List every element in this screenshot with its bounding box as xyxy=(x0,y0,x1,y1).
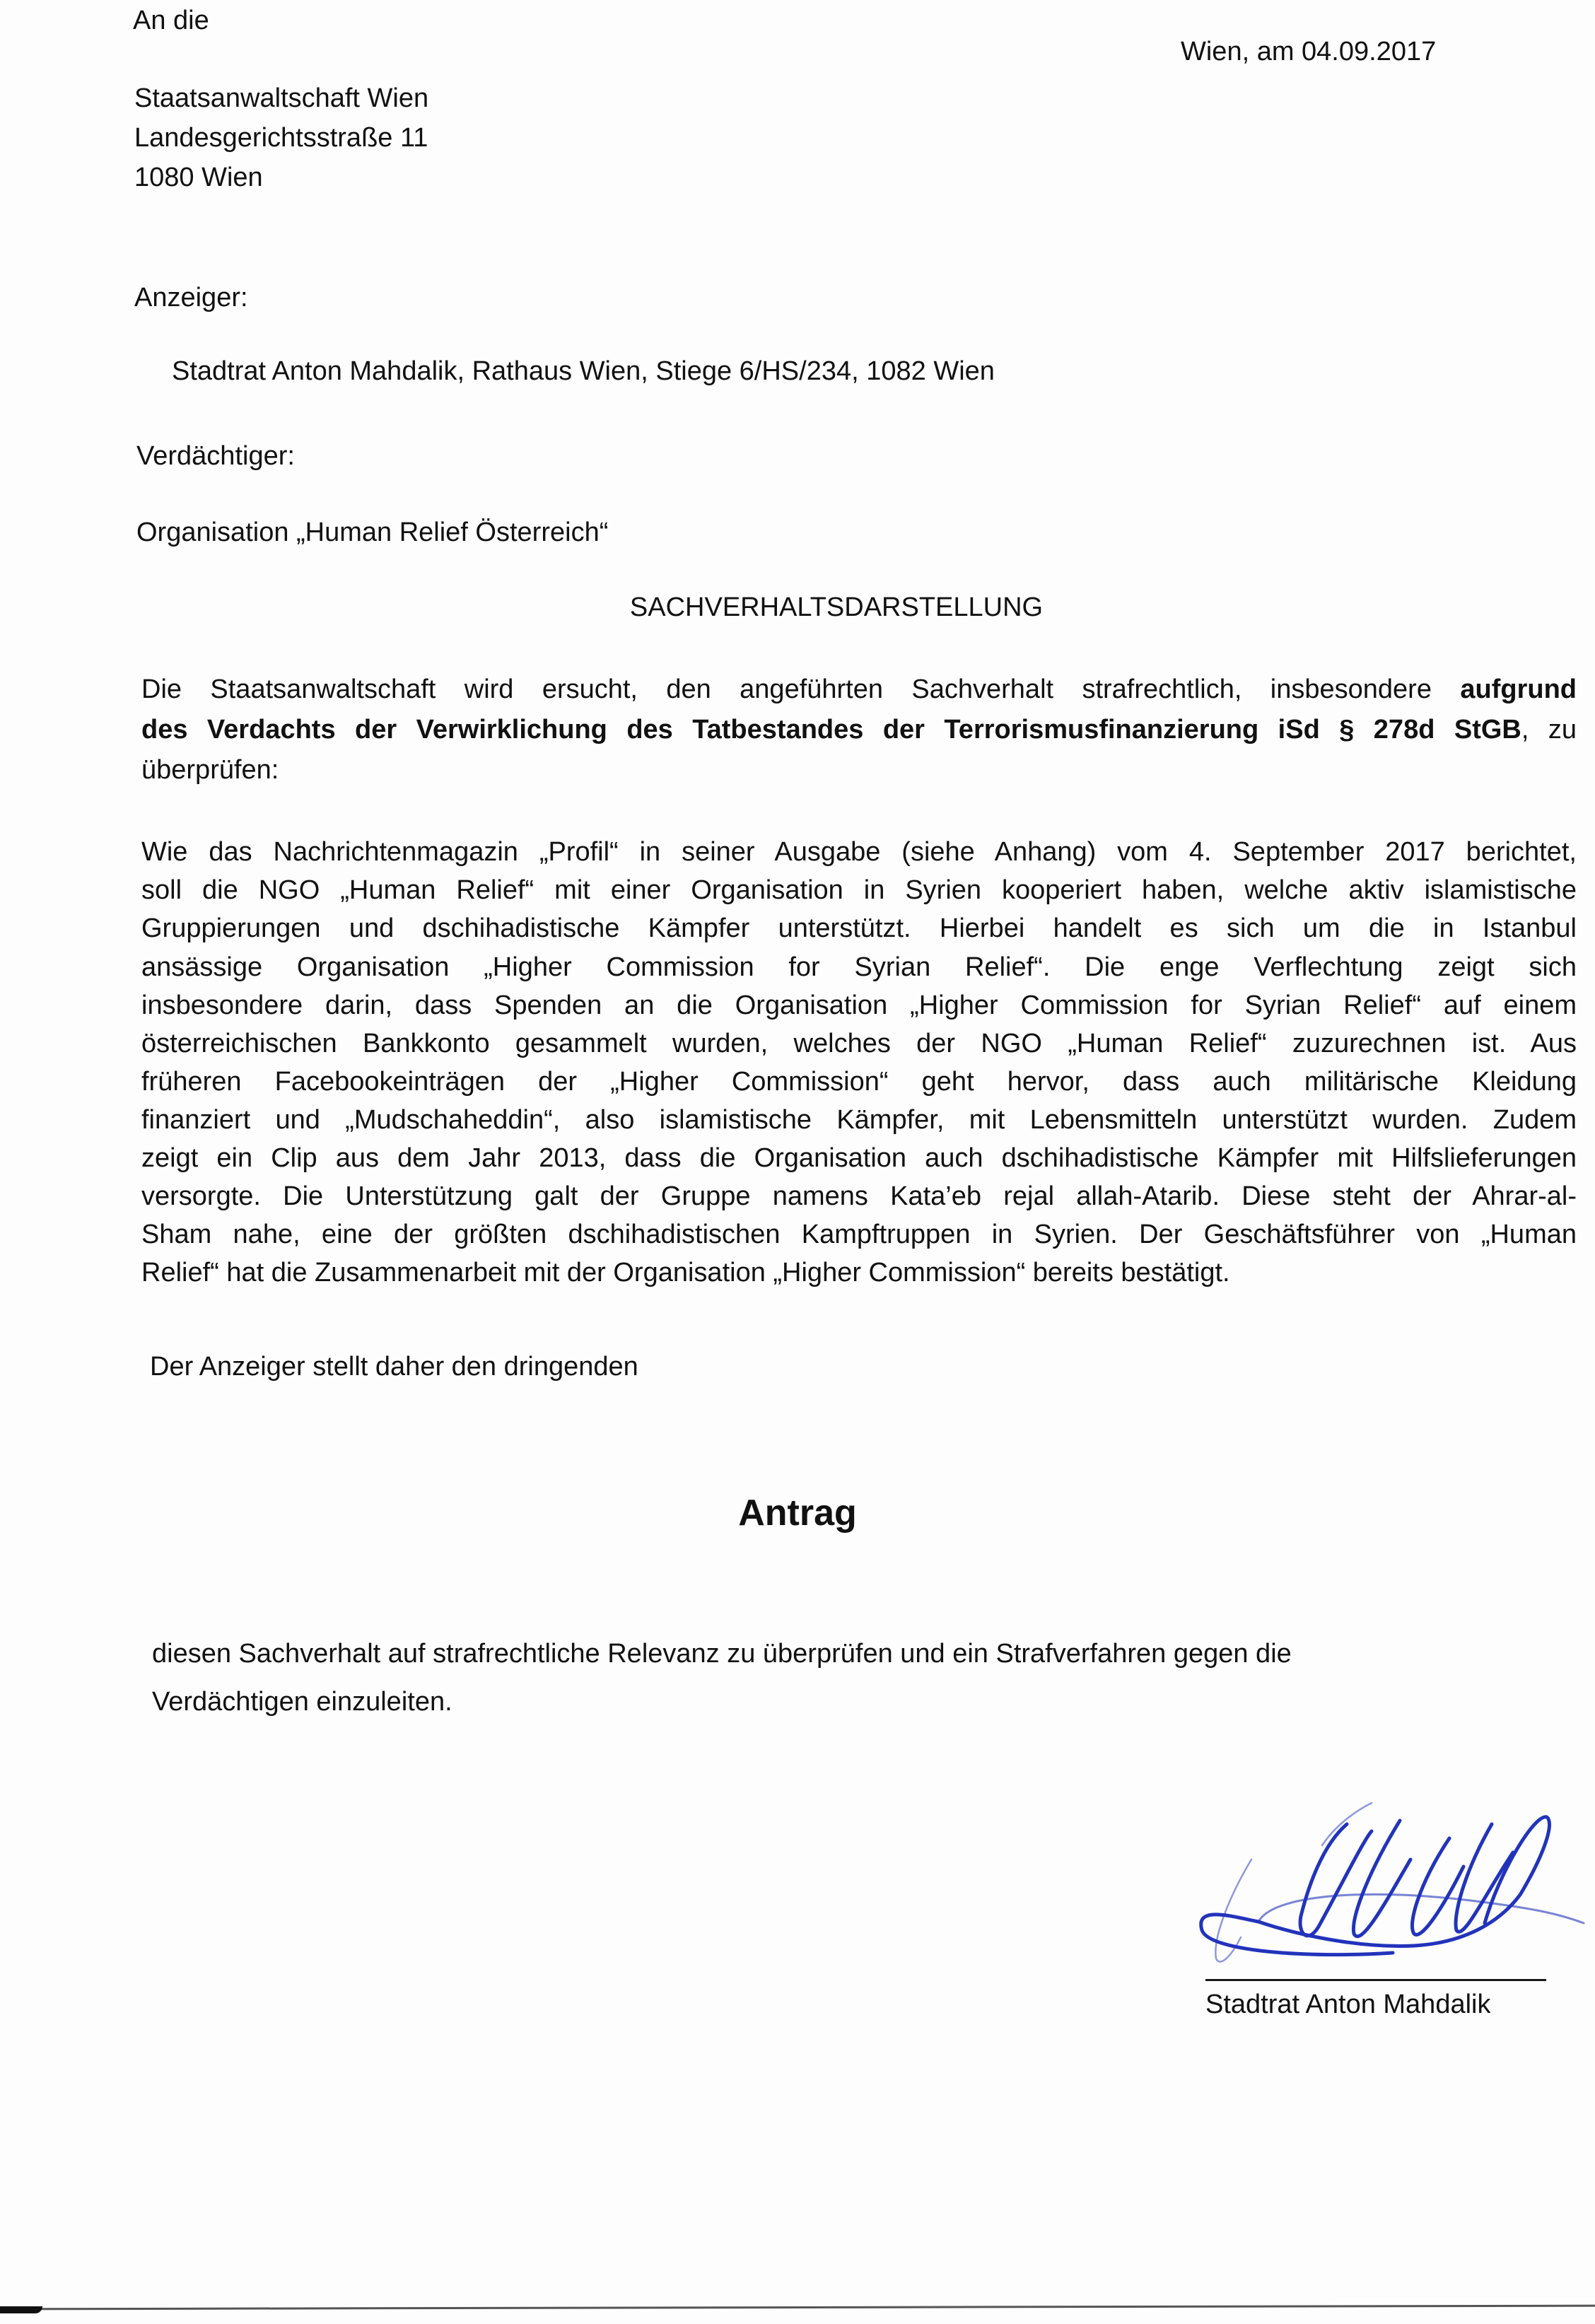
signature-icon xyxy=(1131,1782,1595,1980)
body-line: finanziert und „Mudschaheddin“, also islamistische Kämpfer, mit Lebensmitteln unterstützt wurden. Zudem xyxy=(141,1105,1577,1135)
body-line: versorgte. Die Unterstützung galt der Gruppe namens Kata’eb rejal allah-Atarib. Diese steht der Ahrar-al- xyxy=(141,1181,1577,1211)
recipient-salutation: An die xyxy=(133,6,209,35)
recipient-street: Landesgerichtsstraße 11 xyxy=(134,123,428,153)
intro-line-2-normal: , zu xyxy=(1521,715,1577,745)
body-line: insbesondere darin, dass Spenden an die Organisation „Higher Commission for Syrian Relief“ auf einem xyxy=(141,991,1577,1020)
scan-artifact xyxy=(0,2306,42,2313)
request-intro: Der Anzeiger stellt daher den dringenden xyxy=(150,1352,638,1382)
recipient-city: 1080 Wien xyxy=(134,163,263,192)
intro-line-1 xyxy=(141,673,1577,706)
body-line: Gruppierungen und dschihadistische Kämpfer unterstützt. Hierbei handelt es sich um die in Istanbul xyxy=(141,913,1577,943)
body-line: ansässige Organisation „Higher Commission for Syrian Relief“. Die enge Verflechtung zeigt sich xyxy=(141,952,1577,982)
suspect: Organisation „Human Relief Österreich“ xyxy=(136,518,609,547)
place-date: Wien, am 04.09.2017 xyxy=(1181,37,1437,66)
body-line: österreichischen Bankkonto gesammelt wurden, welches der NGO „Human Relief“ zuzurechnen ist. Aus xyxy=(141,1029,1577,1058)
recipient-name: Staatsanwaltschaft Wien xyxy=(134,83,429,113)
intro-line-1-bold: aufgrund xyxy=(1460,675,1577,704)
body-line: Wie das Nachrichtenmagazin „Profil“ in seiner Ausgabe (siehe Anhang) vom 4. September 2017 berichtet, xyxy=(141,837,1577,867)
body-line: soll die NGO „Human Relief“ mit einer Organisation in Syrien kooperiert haben, welche aktiv islamistische xyxy=(141,875,1577,905)
page-bottom-edge xyxy=(0,2305,1595,2311)
suspect-label: Verdächtiger: xyxy=(136,441,295,471)
intro-line-3: überprüfen: xyxy=(141,755,279,785)
signatory-name: Stadtrat Anton Mahdalik xyxy=(1205,1990,1491,2019)
signature-line xyxy=(1205,1979,1546,1981)
document-heading: SACHVERHALTSDARSTELLUNG xyxy=(629,592,1044,622)
intro-line-1-normal: Die Staatsanwaltschaft wird ersucht, den angeführten Sachverhalt strafrechtlich, insbesondere xyxy=(141,675,1461,704)
request-line: diesen Sachverhalt auf strafrechtliche Relevanz zu überprüfen und ein Strafverfahren gegen die xyxy=(152,1639,1292,1669)
complainant-label: Anzeiger: xyxy=(134,283,248,313)
body-line: zeigt ein Clip aus dem Jahr 2013, dass die Organisation auch dschihadistische Kämpfer mit Hilfslieferungen xyxy=(141,1143,1577,1173)
body-line: früheren Facebookeinträgen der „Higher Commission“ geht hervor, dass auch militärische Kleidung xyxy=(141,1067,1577,1097)
intro-line-2-bold: des Verdachts der Verwirklichung des Tatbestandes der Terrorismusfinanzierung iSd § 278d StGB xyxy=(141,715,1521,745)
intro-line-2 xyxy=(141,713,1577,746)
body-line: Relief“ hat die Zusammenarbeit mit der Organisation „Higher Commission“ bereits bestätigt. xyxy=(141,1258,1230,1287)
complainant: Stadtrat Anton Mahdalik, Rathaus Wien, Stiege 6/HS/234, 1082 Wien xyxy=(172,356,995,386)
body-line: Sham nahe, eine der größten dschihadistischen Kampftruppen in Syrien. Der Geschäftsführer von „Human xyxy=(141,1220,1577,1249)
request-heading: Antrag xyxy=(738,1493,857,1534)
request-line: Verdächtigen einzuleiten. xyxy=(152,1687,452,1717)
